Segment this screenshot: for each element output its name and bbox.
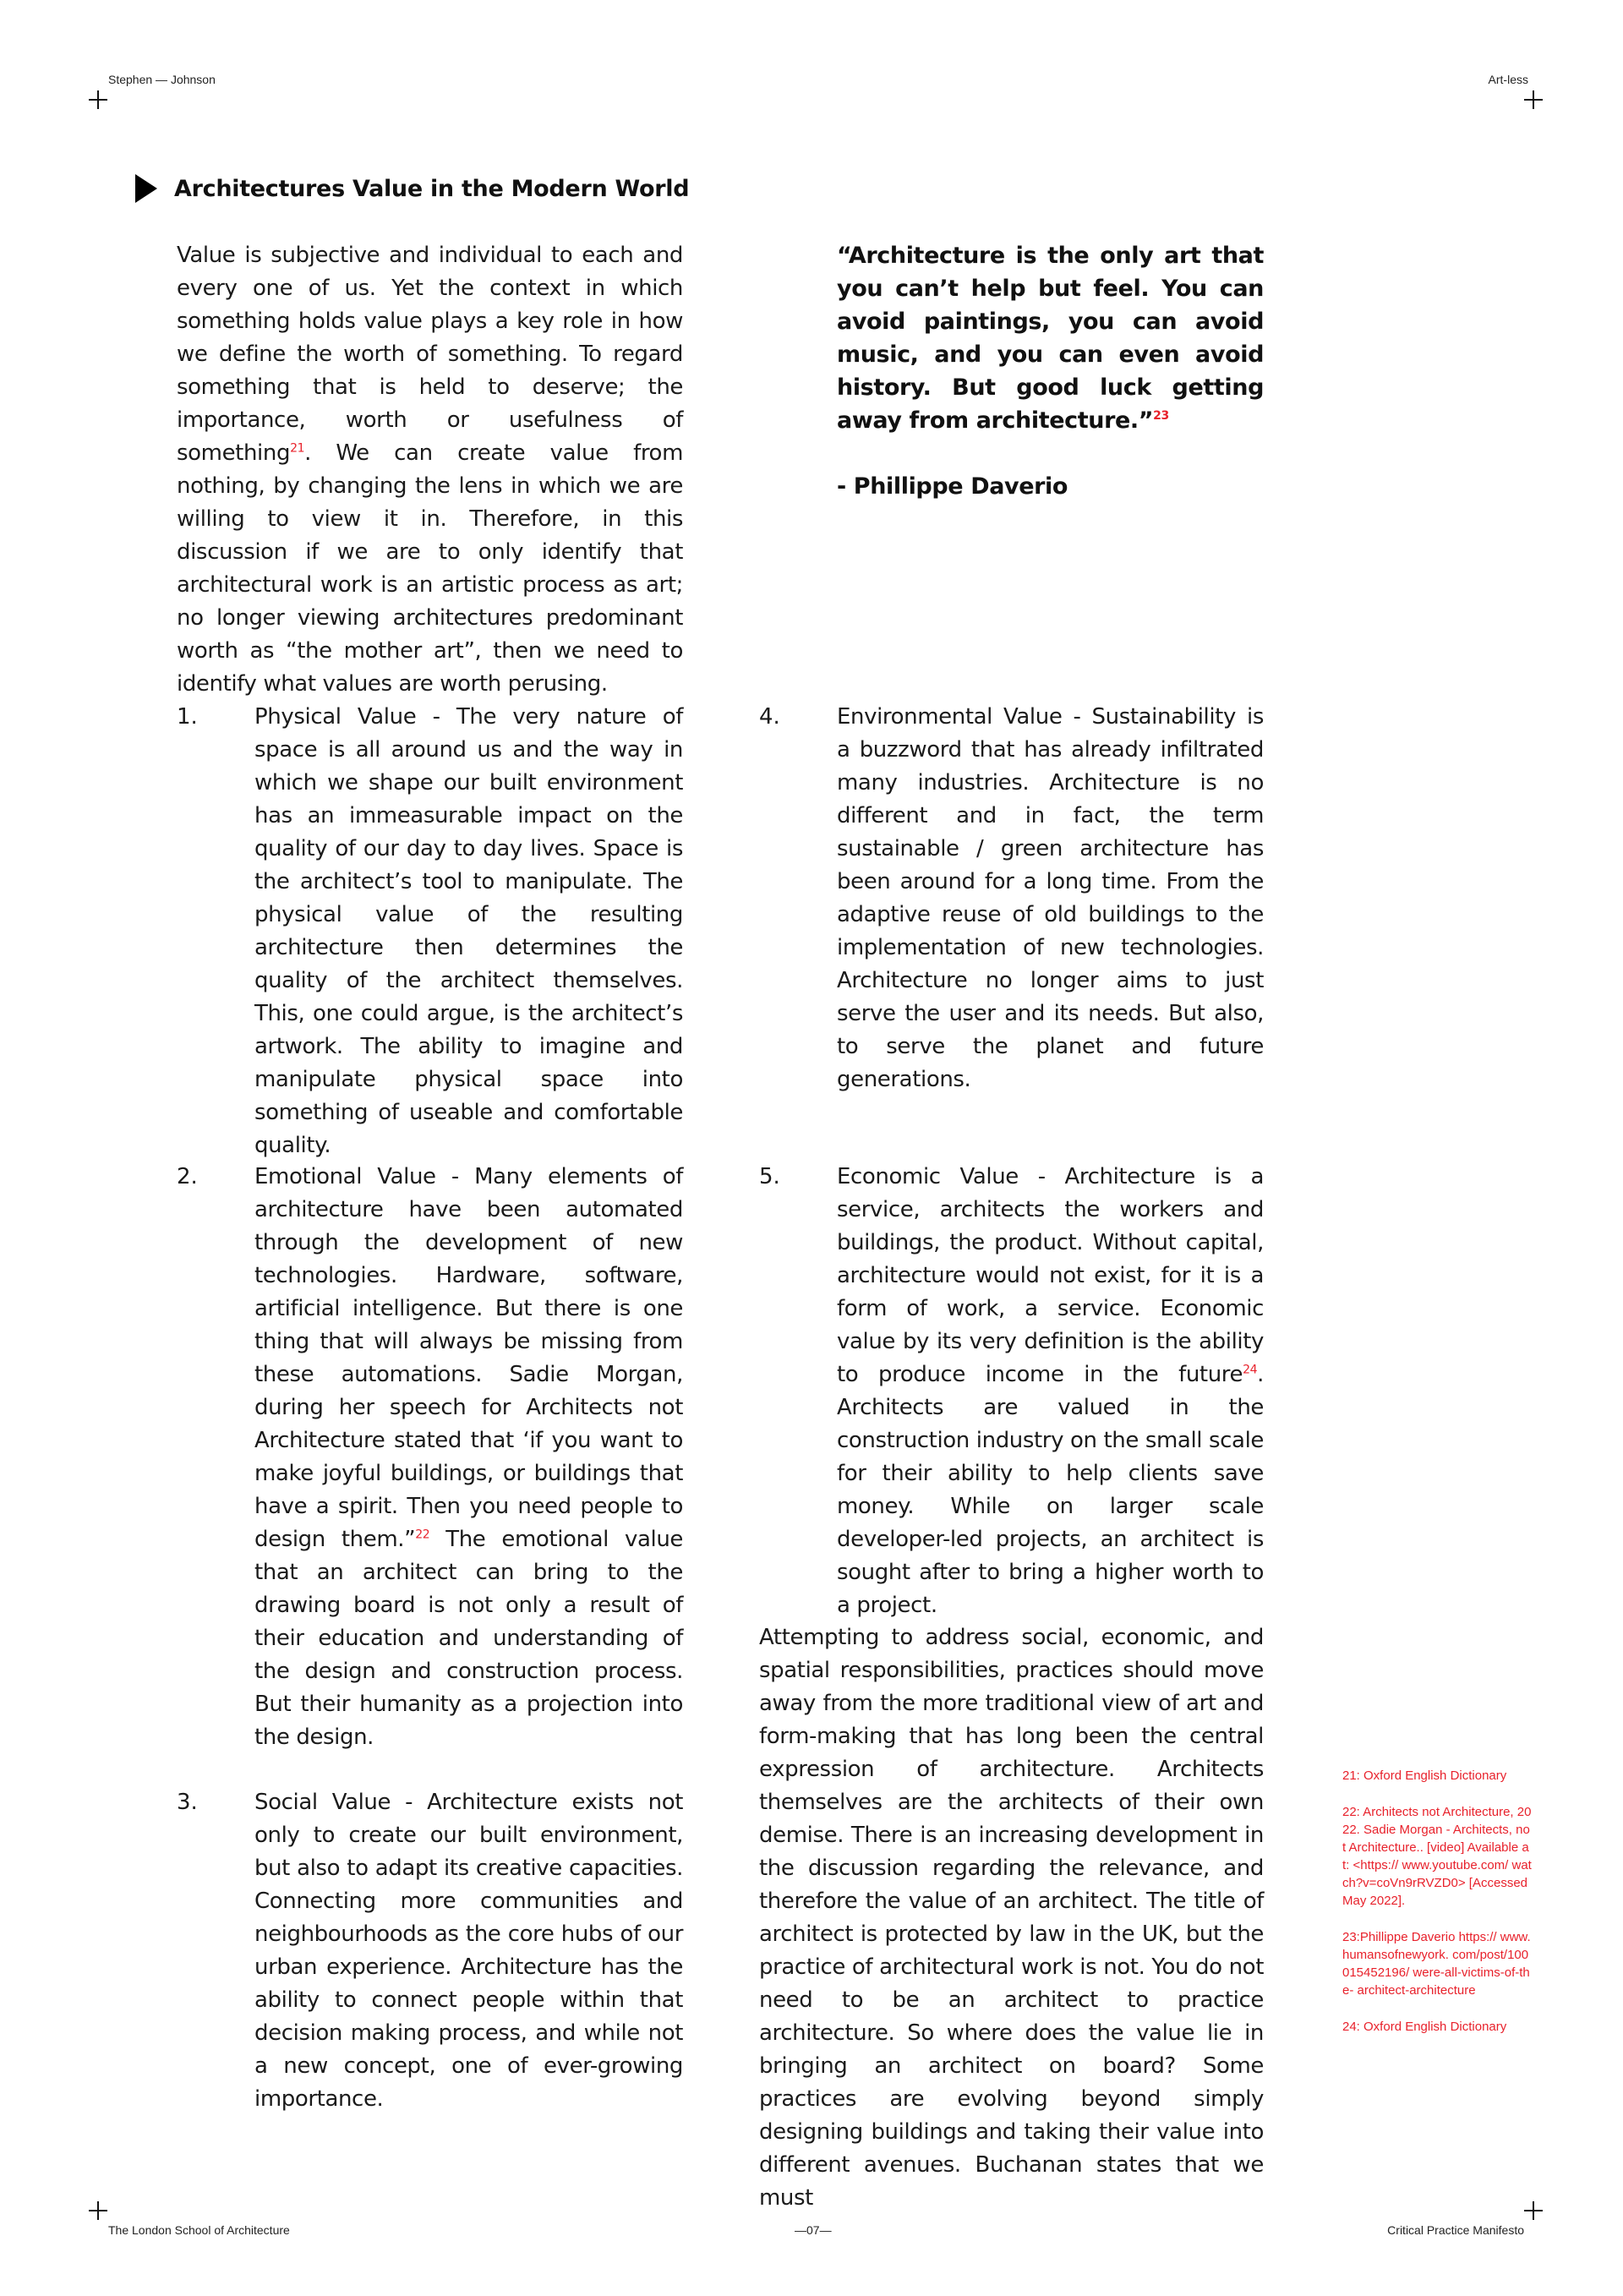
intro-paragraph: Value is subjective and individual to each and every one of us. Yet the context in which something holds value plays a key role in how we define the worth of something. To regard something that is held to deserve; the importance, worth or usefulness of something$^{21}$. We can create value from nothing, by changing the lens in which we are willing to view it in. Therefore, in this discussion if we are to only identify that architectural work is an artistic process as art; no longer viewing architectures predominant worth as “the mother art”, then we need to identify what values are worth perusing. xyxy=(177,243,683,697)
footnote: 22: Architects not Architecture, 2022. Sadie Morgan - Architects, not Architecture.. [video] Available at: <https:// www.youtube.com/ watch?v=coVn9rRVZD0> [Accessed May 2022]. xyxy=(1342,1805,1532,1908)
crop-mark-icon xyxy=(89,2201,107,2220)
footnotes xyxy=(1342,1767,1533,2054)
footnote: 23:Phillippe Daverio https:// www.humansofnewyork. com/post/100015452196/ were-all-victims-of-the- architect-architecture xyxy=(1342,1930,1531,1998)
footnote-ref: 21 xyxy=(290,441,305,456)
list-text: Physical Value - The very nature of space is all around us and the way in which we shape our built environment has an immeasurable impact on the quality of our day to day lives. Space is the architect’s tool to manipulate. The physical value of the resulting architecture then determines the quality of the architect themselves. This, one could argue, is the architect’s artwork. The ability to imagine and manipulate physical space into something of useable and comfortable quality. xyxy=(254,704,683,1158)
footer-school: The London School of Architecture xyxy=(108,2223,290,2237)
play-triangle-icon xyxy=(135,174,157,203)
crop-mark-icon xyxy=(89,90,107,109)
section-title: Architectures Value in the Modern World xyxy=(174,175,690,202)
footnote: 24: Oxford English Dictionary xyxy=(1342,2020,1507,2034)
quote-attribution: - Phillippe Daverio xyxy=(837,473,1068,500)
list-number: 1. xyxy=(177,704,198,730)
list-number: 5. xyxy=(759,1164,780,1189)
list-text: Economic Value - Architecture is a service, architects the workers and buildings, the product. Without capital, architecture would not exist, for it is a form of work, a service. Economic value by its very definition is the ability to produce income in the future$^{24}$. Architects are valued in the construction industry on the small scale for their ability to help clients save money. While on larger scale developer-led projects, an architect is sought after to bring a higher worth to a project. xyxy=(837,1164,1264,1618)
footnote-ref: 22 xyxy=(415,1528,430,1542)
list-text: Emotional Value - Many elements of architecture have been automated through the development of new technologies. Hardware, software, artificial intelligence. But there is one thing that will always be missing from these automations. Sadie Morgan, during her speech for Architects not Architecture stated that ‘if you want to make joyful buildings, or buildings that have a spirit. Then you need people to design them.”$^{22}$ The emotional value that an architect can bring to the drawing board is not only a result of their education and understanding of the design and construction process. But their humanity as a projection into the design. xyxy=(254,1164,683,1750)
footnote: 21: Oxford English Dictionary xyxy=(1342,1768,1507,1783)
crop-mark-icon xyxy=(1524,2201,1543,2220)
crop-mark-icon xyxy=(1524,90,1543,109)
header-title: Art-less xyxy=(1488,73,1528,86)
list-number: 4. xyxy=(759,704,780,730)
list-text: Environmental Value - Sustainability is a buzzword that has already infiltrated many industries. Architecture is no different and in fact, the term sustainable / green architecture has been around for a long time. From the adaptive reuse of old buildings to the implementation of new technologies. Architecture no longer aims to just serve the user and its needs. But also, to serve the planet and future generations. xyxy=(837,704,1264,1092)
page-number: —07— xyxy=(795,2223,832,2237)
list-number: 2. xyxy=(177,1164,198,1189)
list-text: Social Value - Architecture exists not only to create our built environment, but also to adapt its creative capacities. Connecting more communities and neighbourhoods as the core hubs of our urban experience. Architecture has the ability to connect people within that decision making process, and while not a new concept, one of ever-growing importance. xyxy=(254,1790,683,2112)
footnote-ref: 24 xyxy=(1243,1363,1258,1377)
pull-quote: “Architecture is the only art that you can’t help but feel. You can avoid paintings, you can avoid music, and you can even avoid history. But good luck getting away from architecture.”$^{23}$ xyxy=(837,243,1264,434)
header-author: Stephen — Johnson xyxy=(108,73,216,86)
footnote-ref: 23 xyxy=(1153,409,1169,423)
closing-paragraph: Attempting to address social, economic, and spatial responsibilities, practices should move away from the more traditional view of art and form-making that has long been the central expression of architecture. Architects themselves are the architects of their own demise. There is an increasing development in the discussion regarding the relevance, and therefore the value of an architect. The title of architect is protected by law in the UK, but the practice of architectural work is not. You do not need to be an architect to practice architecture. So where does the value lie in bringing an architect on board? Some practices are evolving beyond simply designing buildings and taking their value into different avenues. Buchanan states that we must xyxy=(759,1625,1264,2211)
footer-document-title: Critical Practice Manifesto xyxy=(1387,2223,1524,2237)
list-number: 3. xyxy=(177,1790,198,1815)
section-heading xyxy=(135,174,689,203)
